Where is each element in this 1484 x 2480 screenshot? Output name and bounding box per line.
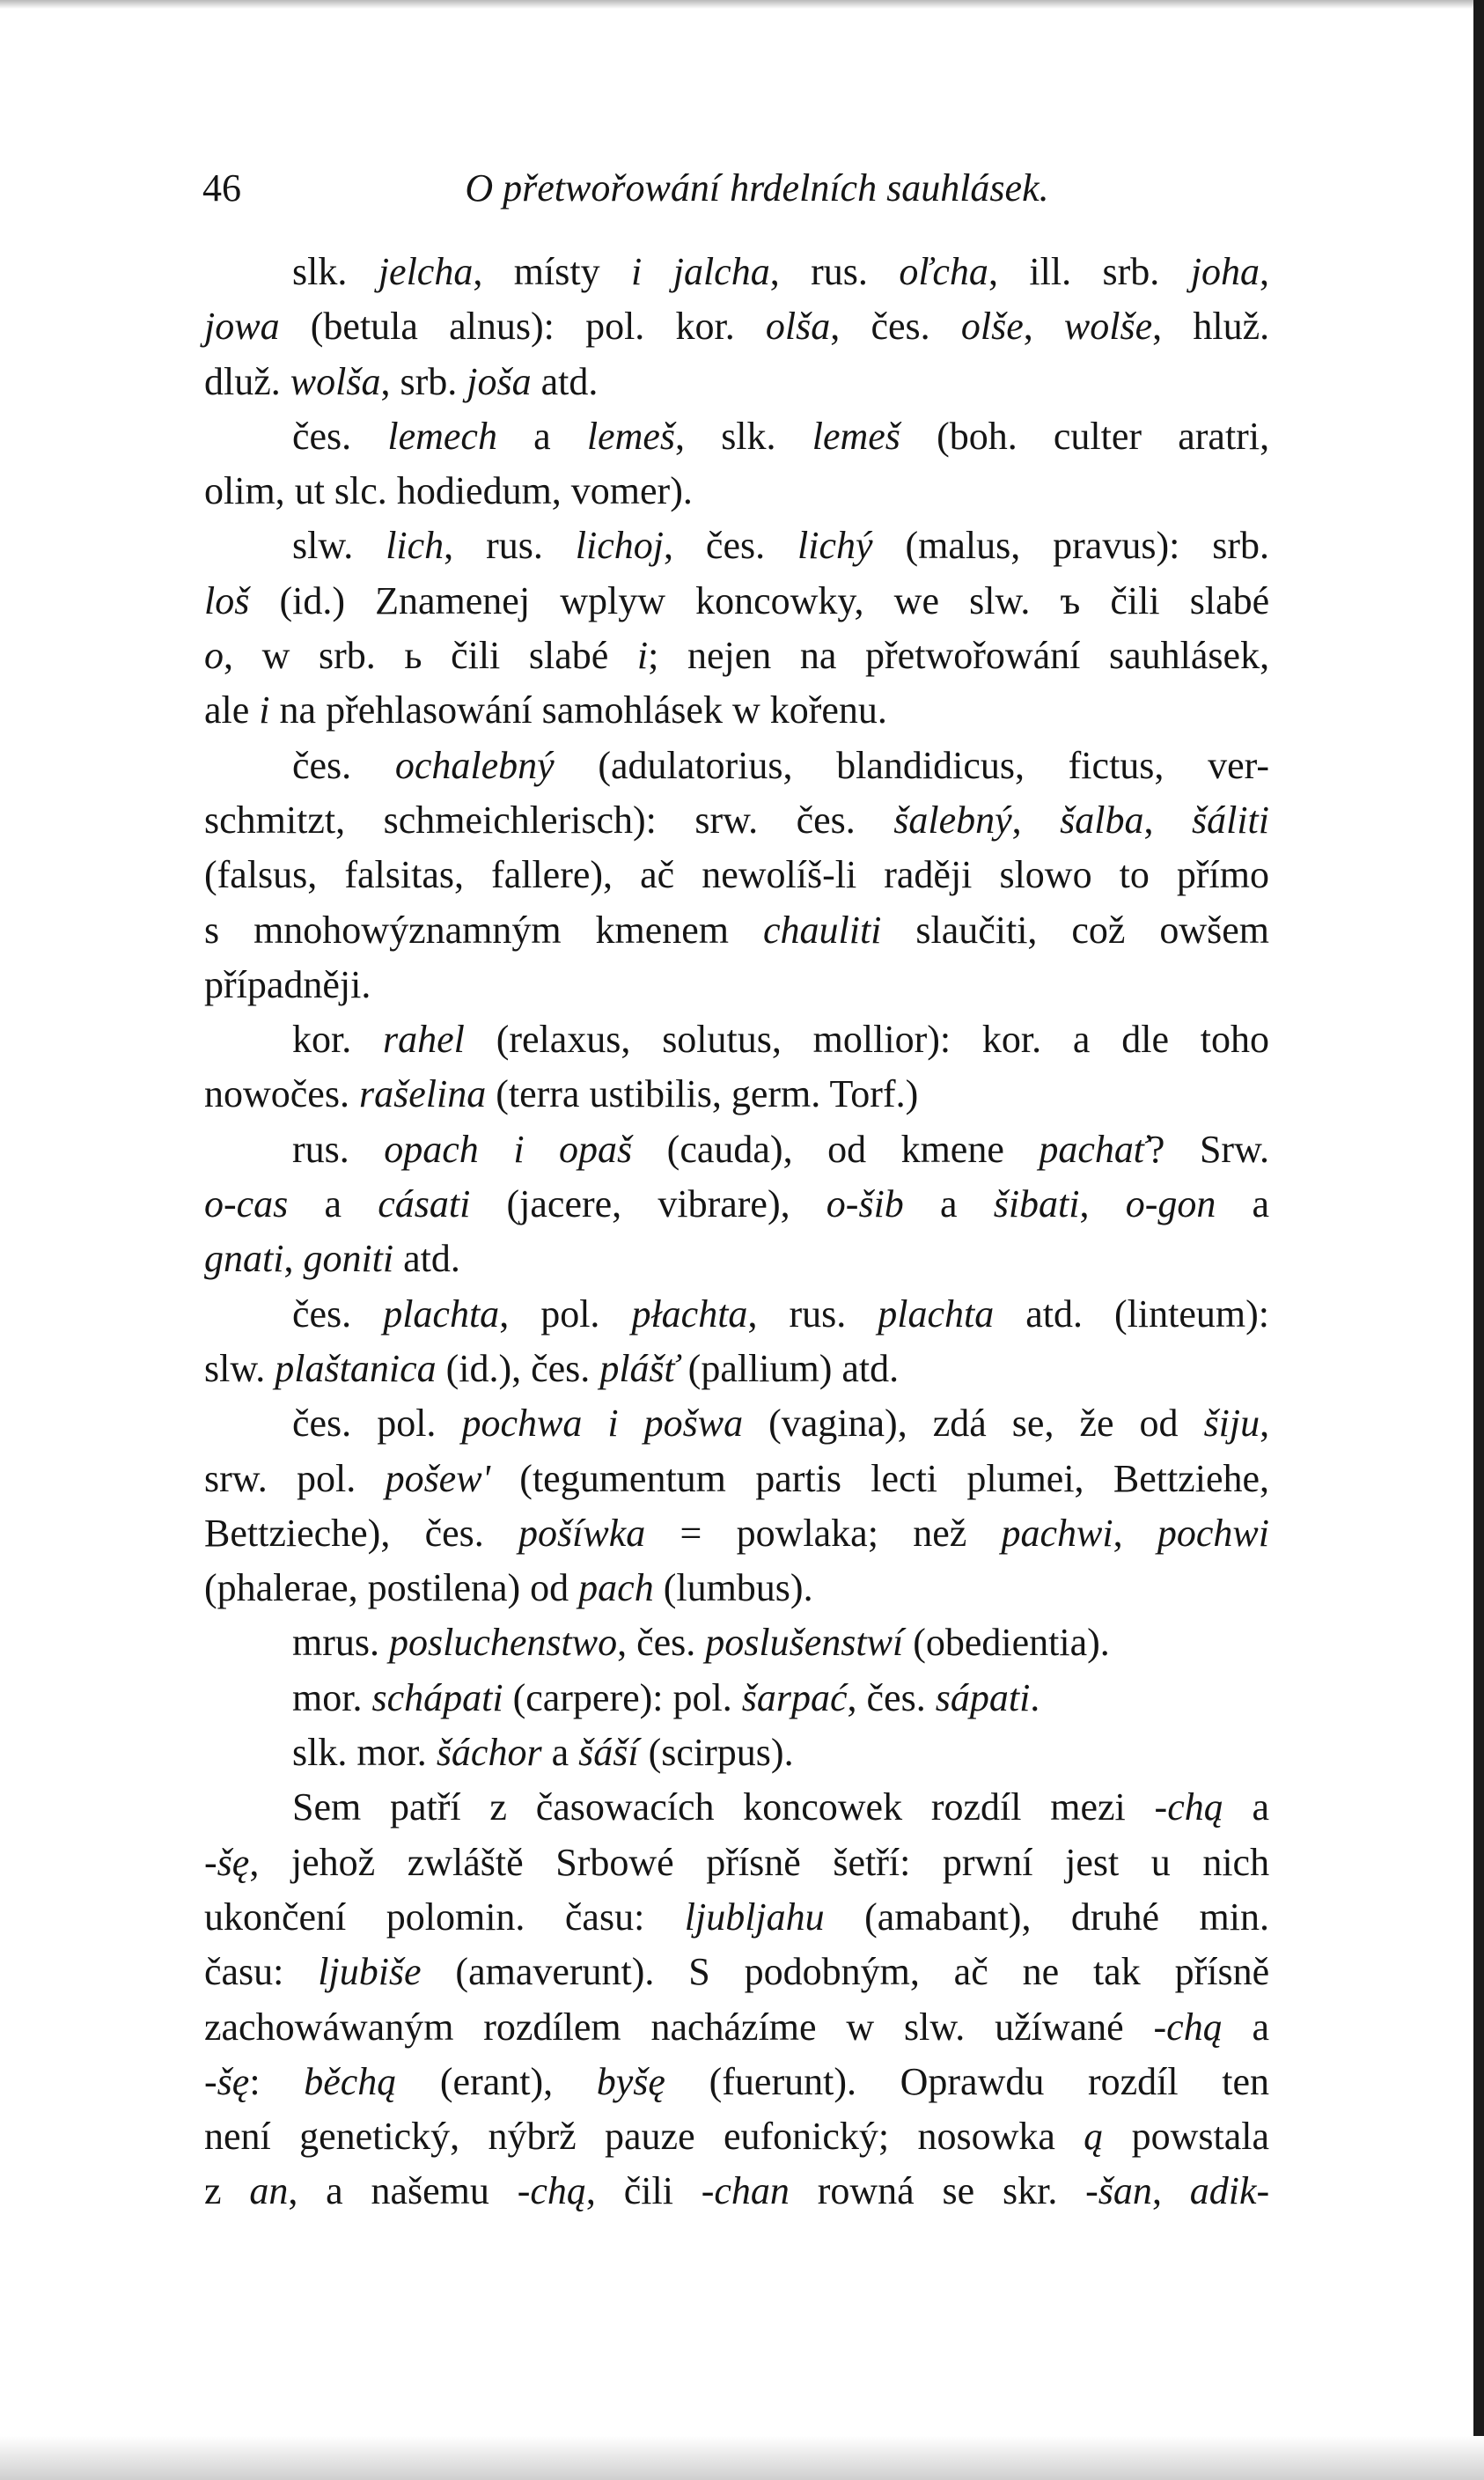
text-line: o, w srb. ь čili slabé i; nejen na přetwořowání sauhlásek,: [204, 634, 1270, 678]
text-line: slw. lich, rus. lichoj, čes. lichý (malus, pravus): srb.: [292, 524, 1270, 568]
scan-right-edge: [1473, 0, 1484, 2480]
scan-bottom-edge: [0, 2436, 1484, 2480]
text-line: čes. ochalebný (adulatorius, blandidicus, fictus, ver-: [292, 743, 1270, 787]
text-line: mrus. posluchenstwo, čes. poslušenstwí (obedientia).: [292, 1621, 1110, 1665]
text-line: (falsus, falsitas, fallere), ač newolíš-li raději slowo to přímo: [204, 853, 1270, 897]
text-line: času: ljubiše (amaverunt). S podobným, ač ne tak přísně: [204, 1950, 1270, 1994]
text-line: gnati, goniti atd.: [204, 1237, 460, 1281]
running-head: O přetwořowání hrdelních sauhlásek.: [465, 166, 1049, 210]
text-line: schmitzt, schmeichlerisch): srw. čes. šalebný, šalba, šáliti: [204, 798, 1270, 842]
text-line: ale i na přehlasowání samohlásek w kořenu.: [204, 688, 887, 732]
text-line: (phalerae, postilena) od pach (lumbus).: [204, 1566, 813, 1610]
text-line: čes. pol. pochwa i pošwa (vagina), zdá se, že od šiju,: [292, 1402, 1270, 1446]
scan-top-edge: [0, 0, 1484, 9]
text-line: srw. pol. pošew' (tegumentum partis lecti plumei, Bettziehe,: [204, 1456, 1269, 1500]
text-line: ukončení polomin. času: ljubljahu (amabant), druhé min.: [204, 1895, 1269, 1939]
text-line: není genetický, nýbrž pauze eufonický; nosowka ą powstala: [204, 2115, 1270, 2159]
body-text: [204, 245, 1269, 2219]
text-line: loš (id.) Znamenej wplyw koncowky, we slw. ъ čili slabé: [204, 578, 1270, 622]
text-line: olim, ut slc. hodiedum, vomer).: [204, 469, 693, 513]
text-line: -šę, jehož zwláště Srbowé přísně šetří: prwní jest u nich: [204, 1840, 1270, 1884]
text-line: Sem patří z časowacích koncowek rozdíl mezi -chą a: [292, 1785, 1270, 1829]
text-line: -šę: běchą (erant), byšę (fuerunt). Oprawdu rozdíl ten: [204, 2059, 1270, 2103]
text-line: čes. lemech a lemeš, slk. lemeš (boh. culter aratri,: [292, 414, 1270, 458]
text-line: rus. opach i opaš (cauda), od kmene pachať? Srw.: [292, 1127, 1269, 1171]
text-line: nowočes. rašelina (terra ustibilis, germ. Torf.): [204, 1072, 919, 1116]
text-line: s mnohowýznamným kmenem chauliti slaučiti, což owšem: [204, 908, 1270, 952]
text-line: o-cas a cásati (jacere, vibrare), o-šib a šibati, o-gon a: [204, 1182, 1270, 1226]
text-line: zachowáwaným rozdílem nacházíme w slw. užíwané -chą a: [204, 2005, 1270, 2049]
page-header: [202, 166, 1294, 210]
text-line: případněji.: [204, 962, 371, 1006]
text-line: mor. schápati (carpere): pol. šarpać, čes. sápati.: [292, 1675, 1040, 1719]
page-number: 46: [202, 166, 241, 210]
text-line: z an, a našemu -chą, čili -chan rowná se skr. -šan, adik-: [204, 2169, 1270, 2213]
text-line: čes. plachta, pol. płachta, rus. plachta atd. (linteum):: [292, 1292, 1269, 1336]
text-line: slk. mor. šáchor a šáší (scirpus).: [292, 1731, 794, 1775]
text-line: kor. rahel (relaxus, solutus, mollior): kor. a dle toho: [292, 1018, 1269, 1062]
text-line: dluž. wolša, srb. joša atd.: [204, 359, 599, 403]
text-line: slk. jelcha, místy i jalcha, rus. oľcha, ill. srb. joha,: [292, 250, 1269, 293]
text-line: jowa (betula alnus): pol. kor. olša, čes. olše, wolše, hluž.: [204, 305, 1270, 349]
text-line: Bettzieche), čes. pošíwka = powlaka; než pachwi, pochwi: [204, 1511, 1270, 1555]
text-line: slw. plaštanica (id.), čes. plášť (pallium) atd.: [204, 1346, 900, 1390]
